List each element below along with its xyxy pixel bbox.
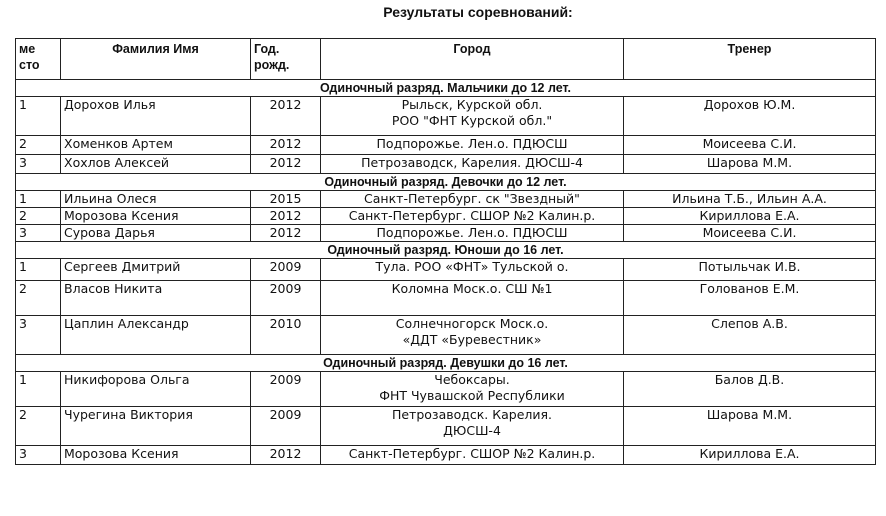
column-header-place <box>16 39 61 80</box>
cell-year: 2009 <box>251 407 321 446</box>
section-header-row <box>16 174 876 191</box>
cell-city-line: Подпорожье. Лен.о. ПДЮСШ <box>376 136 568 151</box>
cell-city-line: «ДДТ «Буревестник» <box>402 332 542 347</box>
cell-name: Никифорова Ольга <box>61 372 251 407</box>
table-row <box>16 208 876 225</box>
cell-year: 2012 <box>251 155 321 174</box>
cell-city-line: Санкт-Петербург. СШОР №2 Калин.р. <box>348 208 596 223</box>
cell-city <box>321 136 624 155</box>
section-title: Одиночный разряд. Девушки до 16 лет. <box>16 355 876 372</box>
cell-city <box>321 281 624 316</box>
cell-name: Сергеев Дмитрий <box>61 259 251 281</box>
cell-city-line: Петрозаводск, Карелия. ДЮСШ-4 <box>361 155 583 170</box>
table-row <box>16 259 876 281</box>
cell-year: 2012 <box>251 225 321 242</box>
section-header-row <box>16 80 876 97</box>
cell-city-line: Санкт-Петербург. ск "Звездный" <box>364 191 580 206</box>
cell-year: 2012 <box>251 446 321 465</box>
page-title: Результаты соревнований: <box>383 4 573 20</box>
cell-city <box>321 191 624 208</box>
table-row <box>16 191 876 208</box>
cell-place: 3 <box>16 155 61 174</box>
cell-year: 2012 <box>251 136 321 155</box>
table-row <box>16 155 876 174</box>
cell-name: Дорохов Илья <box>61 97 251 136</box>
cell-place: 2 <box>16 136 61 155</box>
cell-city-line: Чебоксары. <box>434 372 510 387</box>
cell-place: 3 <box>16 446 61 465</box>
table-row <box>16 446 876 465</box>
cell-coach: Дорохов Ю.М. <box>624 97 876 136</box>
cell-name: Хоменков Артем <box>61 136 251 155</box>
cell-city <box>321 208 624 225</box>
header-row <box>16 39 876 80</box>
cell-city <box>321 372 624 407</box>
column-header-year-line2: рожд. <box>254 58 290 72</box>
cell-name: Морозова Ксения <box>61 208 251 225</box>
cell-coach: Потыльчак И.В. <box>624 259 876 281</box>
cell-city <box>321 407 624 446</box>
cell-city-line: Солнечногорск Моск.о. <box>395 316 549 331</box>
table-row <box>16 407 876 446</box>
column-header-year <box>251 39 321 80</box>
cell-year: 2009 <box>251 259 321 281</box>
cell-place: 1 <box>16 191 61 208</box>
table-body <box>16 80 876 465</box>
section-title: Одиночный разряд. Мальчики до 12 лет. <box>16 80 876 97</box>
table-row <box>16 281 876 316</box>
cell-name: Морозова Ксения <box>61 446 251 465</box>
column-header-city: Город <box>321 39 624 80</box>
cell-place: 2 <box>16 208 61 225</box>
cell-city-line: ДЮСШ-4 <box>443 423 501 438</box>
cell-name: Ильина Олеся <box>61 191 251 208</box>
cell-year: 2009 <box>251 372 321 407</box>
cell-city-line: Тула. РОО «ФНТ» Тульской о. <box>375 259 569 274</box>
cell-coach: Шарова М.М. <box>624 407 876 446</box>
cell-city <box>321 316 624 355</box>
cell-place: 2 <box>16 407 61 446</box>
cell-city-line: Рыльск, Курской обл. <box>401 97 543 112</box>
cell-year: 2010 <box>251 316 321 355</box>
cell-city <box>321 225 624 242</box>
cell-city <box>321 97 624 136</box>
cell-coach: Кириллова Е.А. <box>624 446 876 465</box>
cell-year: 2012 <box>251 97 321 136</box>
column-header-coach: Тренер <box>624 39 876 80</box>
cell-city-line: РОО "ФНТ Курской обл." <box>391 113 553 128</box>
cell-place: 2 <box>16 281 61 316</box>
table-row <box>16 136 876 155</box>
cell-place: 3 <box>16 225 61 242</box>
cell-coach: Моисеева С.И. <box>624 136 876 155</box>
section-title: Одиночный разряд. Девочки до 12 лет. <box>16 174 876 191</box>
cell-coach: Шарова М.М. <box>624 155 876 174</box>
cell-place: 1 <box>16 372 61 407</box>
section-title: Одиночный разряд. Юноши до 16 лет. <box>16 242 876 259</box>
cell-name: Чурегина Виктория <box>61 407 251 446</box>
cell-place: 1 <box>16 259 61 281</box>
table-row <box>16 225 876 242</box>
cell-name: Власов Никита <box>61 281 251 316</box>
cell-city <box>321 155 624 174</box>
results-table <box>15 38 876 465</box>
cell-city <box>321 446 624 465</box>
cell-coach: Ильина Т.Б., Ильин А.А. <box>624 191 876 208</box>
column-header-year-line1: Год. <box>254 42 280 56</box>
cell-city-line: Коломна Моск.о. СШ №1 <box>391 281 553 296</box>
cell-coach: Балов Д.В. <box>624 372 876 407</box>
cell-coach: Слепов А.В. <box>624 316 876 355</box>
cell-coach: Кириллова Е.А. <box>624 208 876 225</box>
cell-name: Сурова Дарья <box>61 225 251 242</box>
section-header-row <box>16 355 876 372</box>
cell-year: 2009 <box>251 281 321 316</box>
cell-place: 1 <box>16 97 61 136</box>
cell-year: 2015 <box>251 191 321 208</box>
cell-name: Хохлов Алексей <box>61 155 251 174</box>
column-header-place-line1: ме <box>19 42 36 56</box>
section-header-row <box>16 242 876 259</box>
cell-city-line: Петрозаводск. Карелия. <box>391 407 553 422</box>
cell-coach: Моисеева С.И. <box>624 225 876 242</box>
table-row <box>16 97 876 136</box>
cell-city <box>321 259 624 281</box>
table-row <box>16 316 876 355</box>
cell-name: Цаплин Александр <box>61 316 251 355</box>
cell-city-line: ФНТ Чувашской Республики <box>379 388 565 403</box>
column-header-name: Фамилия Имя <box>61 39 251 80</box>
cell-coach: Голованов Е.М. <box>624 281 876 316</box>
cell-year: 2012 <box>251 208 321 225</box>
cell-place: 3 <box>16 316 61 355</box>
cell-city-line: Подпорожье. Лен.о. ПДЮСШ <box>376 225 568 240</box>
table-row <box>16 372 876 407</box>
column-header-place-line2: сто <box>19 58 40 72</box>
cell-city-line: Санкт-Петербург. СШОР №2 Калин.р. <box>348 446 596 461</box>
